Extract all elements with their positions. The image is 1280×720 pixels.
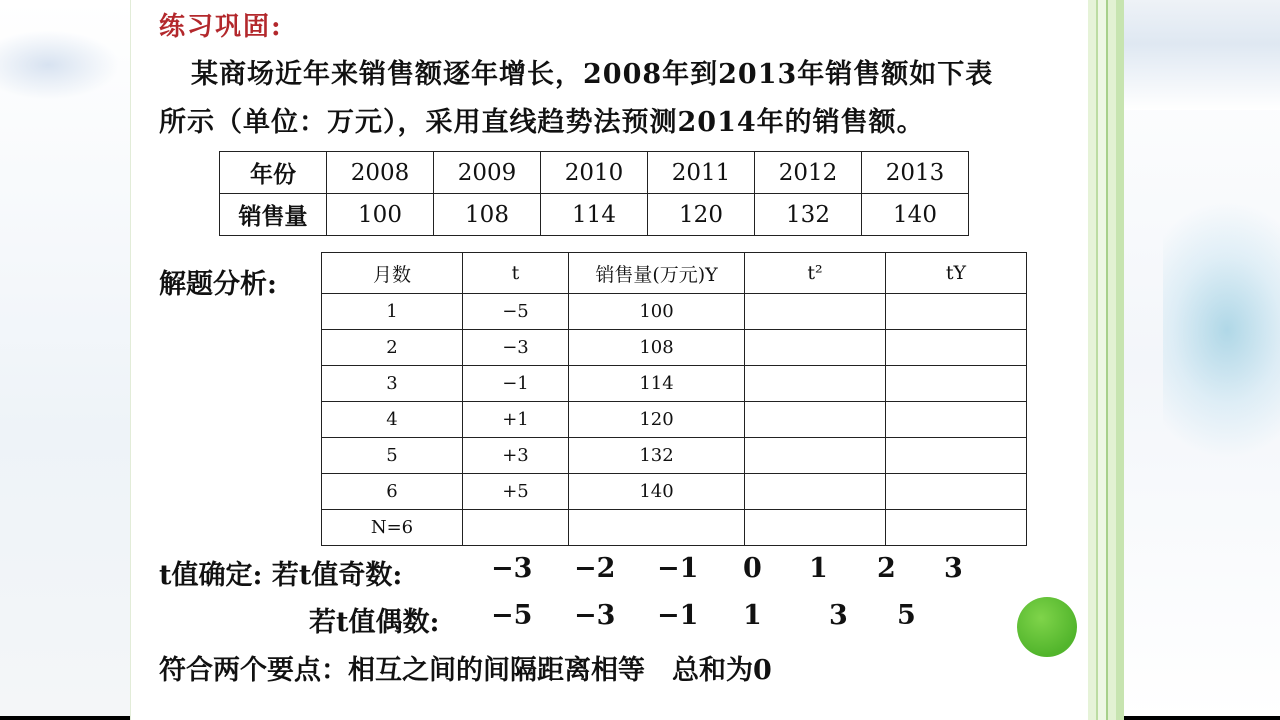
table-header-row [322,253,1027,294]
cell [745,366,886,402]
cell [745,438,886,474]
sales-cell: 114 [541,194,648,236]
even-value: −1 [657,600,699,631]
even-value: −5 [491,600,533,631]
cell [745,330,886,366]
even-label: 若t值偶数: [309,607,440,638]
t-rule-odd-line [159,553,402,592]
year-cell: 2013 [862,152,969,194]
cell [886,366,1027,402]
header-ty: tY [886,253,1027,294]
header-t: t [463,253,569,294]
cell: N=6 [322,510,463,546]
header-sales: 销售量(万元)Y [569,253,745,294]
cell [886,330,1027,366]
cell: +1 [463,402,569,438]
cell [745,474,886,510]
cell [886,402,1027,438]
slide [130,0,1124,720]
green-stripes-decoration [1088,0,1124,720]
even-value: 5 [897,600,916,631]
cell [745,402,886,438]
sales-cell: 100 [327,194,434,236]
green-circle-decoration [1017,597,1077,657]
cell [886,294,1027,330]
sales-cell: 132 [755,194,862,236]
cell: 114 [569,366,745,402]
row-label-sales: 销售量 [220,194,327,236]
table-row [322,294,1027,330]
cell [745,510,886,546]
odd-label: 若t值奇数: [271,560,403,591]
cell: 3 [322,366,463,402]
cell: −1 [463,366,569,402]
sky-decoration [1123,0,1280,110]
header-month: 月数 [322,253,463,294]
even-value: −3 [574,600,616,631]
cell: 100 [569,294,745,330]
cell [886,510,1027,546]
cell [886,438,1027,474]
odd-value: −2 [574,553,616,584]
cell: −5 [463,294,569,330]
cell: +3 [463,438,569,474]
year-cell: 2011 [648,152,755,194]
table-row [322,510,1027,546]
cell: 120 [569,402,745,438]
t-rule-label: t值确定: [159,560,263,591]
cell: 1 [322,294,463,330]
table-row [322,402,1027,438]
table-row [220,152,969,194]
year-cell: 2008 [327,152,434,194]
background-left-panel [0,0,130,720]
conclusion-text: 符合两个要点：相互之间的间隔距离相等 总和为0 [159,655,772,686]
cell: 4 [322,402,463,438]
cell [886,474,1027,510]
table-row [322,366,1027,402]
table-row [220,194,969,236]
snowflake-decoration [1163,200,1280,460]
sales-cell: 120 [648,194,755,236]
odd-value: −1 [657,553,699,584]
bottom-bar-left [0,716,130,720]
year-cell: 2012 [755,152,862,194]
header-t-squared: t² [745,253,886,294]
odd-value: −3 [491,553,533,584]
year-cell: 2009 [434,152,541,194]
table-row [322,438,1027,474]
cell [463,510,569,546]
background-right-panel [1123,0,1280,720]
cell [569,510,745,546]
odd-value: 3 [944,553,963,584]
cell: 6 [322,474,463,510]
cell: 2 [322,330,463,366]
year-cell: 2010 [541,152,648,194]
cell: 5 [322,438,463,474]
problem-line-2: 所示（单位：万元），采用直线趋势法预测2014年的销售额。 [159,107,925,138]
sales-cell: 108 [434,194,541,236]
sales-cell: 140 [862,194,969,236]
cell [745,294,886,330]
bottom-bar-right [1123,716,1280,720]
odd-value: 2 [877,553,896,584]
cell: +5 [463,474,569,510]
cell: 132 [569,438,745,474]
analysis-label: 解题分析: [159,269,277,300]
even-value: 1 [743,600,762,631]
problem-line-1: 某商场近年来销售额逐年增长，2008年到2013年销售额如下表 [191,59,994,90]
odd-value: 1 [809,553,828,584]
table-row [322,330,1027,366]
analysis-table [321,252,1027,546]
cell: 108 [569,330,745,366]
cell: −3 [463,330,569,366]
table-row [322,474,1027,510]
slide-heading: 练习巩固: [159,12,283,42]
sales-table [219,151,969,236]
row-label-year: 年份 [220,152,327,194]
odd-value: 0 [743,553,762,584]
cell: 140 [569,474,745,510]
even-value: 3 [829,600,848,631]
